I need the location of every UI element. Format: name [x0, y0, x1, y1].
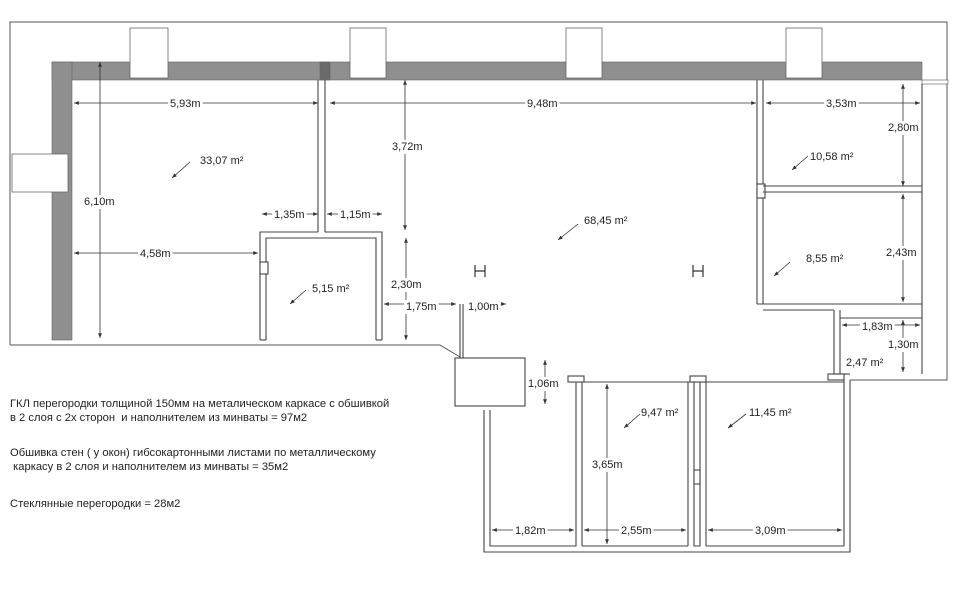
area-11-45: 11,45 m² [749, 407, 792, 419]
dim-3-65: 3,65m [592, 459, 623, 471]
shaft [455, 358, 525, 406]
window-left [12, 154, 68, 192]
dim-1-15: 1,15m [340, 209, 371, 221]
dim-3-09: 3,09m [755, 525, 786, 537]
dim-1-83: 1,83m [862, 321, 893, 333]
window-3 [566, 28, 602, 78]
note-gkl-line1: ГКЛ перегородки толщиной 150мм на металическом каркасе с обшивкой [10, 398, 390, 410]
dim-1-30: 1,30m [888, 339, 919, 351]
dim-1-75: 1,75m [406, 301, 437, 313]
note-cladding-line1: Обшивка стен ( у окон) гибсокартонными листами по металлическому [10, 447, 376, 459]
dim-1-06: 1,06m [528, 378, 559, 390]
area-2-47: 2,47 m² [846, 357, 884, 369]
dim-1-82: 1,82m [515, 525, 546, 537]
dim-2-30: 2,30m [391, 279, 422, 291]
dim-4-58: 4,58m [140, 248, 171, 260]
note-cladding-line2: каркасу в 2 слоя и наполнителем из минваты = 35м2 [10, 461, 289, 473]
dim-2-43: 2,43m [886, 247, 917, 259]
window-2 [350, 28, 386, 78]
dim-2-80: 2,80m [888, 122, 919, 134]
dim-5-93: 5,93m [170, 98, 201, 110]
note-gkl [10, 397, 389, 425]
area-10-58: 10,58 m² [810, 151, 854, 163]
note-gkl-line2: в 2 слоя с 2х сторон и наполнителем из минваты = 97м2 [10, 412, 308, 424]
window-niches [12, 28, 822, 192]
dim-3-72: 3,72m [392, 141, 423, 153]
h-markers [475, 265, 703, 277]
area-5-15: 5,15 m² [312, 283, 350, 295]
dim-9-48: 9,48m [527, 98, 558, 110]
note-cladding [10, 446, 376, 474]
dim-3-53: 3,53m [826, 98, 857, 110]
dim-1-00: 1,00m [468, 301, 499, 313]
area-33-07: 33,07 m² [200, 155, 244, 167]
area-8-55: 8,55 m² [806, 253, 844, 265]
window-1 [130, 28, 168, 78]
dim-1-35: 1,35m [274, 209, 305, 221]
area-68-45: 68,45 m² [584, 215, 628, 227]
window-4 [786, 28, 822, 78]
note-glass-line: Стеклянные перегородки = 28м2 [10, 498, 181, 510]
area-9-47: 9,47 m² [641, 407, 679, 419]
note-glass [10, 497, 180, 511]
dim-2-55: 2,55m [621, 525, 652, 537]
dim-6-10: 6,10m [84, 196, 115, 208]
